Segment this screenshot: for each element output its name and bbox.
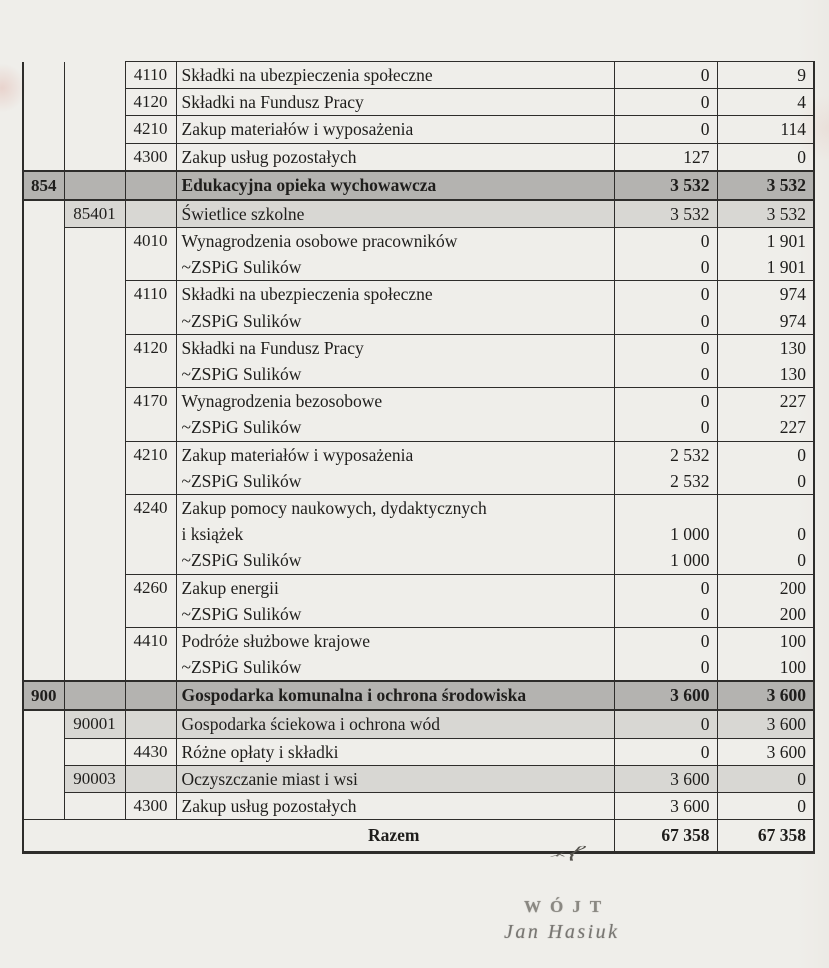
signature-name-stamp: Jan Hasiuk [504,921,620,943]
table-row [23,574,814,627]
cell-dzial-code [23,793,64,820]
cell-paragraf-code [125,765,176,792]
table-row [23,200,814,228]
cell-rozdzial-code [64,574,125,627]
cell-paragraf-code: 4110 [125,281,176,334]
cell-amount-col2: 114 [717,116,814,143]
table-row [23,116,814,143]
cell-rozdzial-code [64,388,125,441]
cell-amount-col1: 0 [614,62,717,89]
cell-amount-col1: 0 [614,710,717,738]
cell-dzial-code [23,116,64,143]
cell-paragraf-code: 4240 [125,495,176,575]
cell-amount-col2: 0 [717,143,814,171]
cell-dzial-code [23,710,64,738]
cell-rozdzial-code: 90001 [64,710,125,738]
cell-dzial-code [23,228,64,281]
cell-amount-col2: 3 532 [717,171,814,200]
table-body [23,62,814,853]
cell-dzial-code [23,738,64,765]
table-row [23,143,814,171]
cell-rozdzial-code [64,628,125,682]
cell-amount-col2: 100 100 [717,628,814,682]
cell-description: Składki na Fundusz Pracy [176,89,614,116]
cell-dzial-code [23,388,64,441]
table-row [23,495,814,575]
cell-rozdzial-code [64,281,125,334]
cell-description: Wynagrodzenia bezosobowe ~ZSPiG Sulików [176,388,614,441]
cell-description: Zakup materiałów i wyposażenia ~ZSPiG Sulików [176,441,614,494]
cell-rozdzial-code [64,89,125,116]
cell-rozdzial-code [64,62,125,89]
cell-description: Zakup pomocy naukowych, dydaktycznych i książek ~ZSPiG Sulików [176,495,614,575]
cell-amount-col1: 0 0 [614,388,717,441]
cell-paragraf-code: 4120 [125,89,176,116]
cell-description: Edukacyjna opieka wychowawcza [176,171,614,200]
cell-amount-col2: 3 600 [717,738,814,765]
cell-amount-col2: 3 532 [717,200,814,228]
cell-description: Zakup usług pozostałych [176,793,614,820]
budget-table [22,61,815,854]
table-row [23,738,814,765]
cell-description: Składki na ubezpieczenia społeczne [176,62,614,89]
cell-rozdzial-code [64,143,125,171]
cell-paragraf-code: 4260 [125,574,176,627]
cell-dzial-code: 854 [23,171,64,200]
table-row [23,441,814,494]
cell-rozdzial-code [64,441,125,494]
cell-paragraf-code [125,200,176,228]
cell-rozdzial-code [64,228,125,281]
cell-amount-col2: 130 130 [717,334,814,387]
cell-amount-col1: 2 532 2 532 [614,441,717,494]
budget-table-wrap [22,61,813,854]
cell-amount-col1: 1 000 1 000 [614,495,717,575]
cell-amount-col2: 0 [717,765,814,792]
cell-dzial-code [23,495,64,575]
cell-dzial-code [23,200,64,228]
cell-amount-col1: 0 0 [614,628,717,682]
cell-dzial-code [23,62,64,89]
cell-amount-col1: 0 0 [614,228,717,281]
cell-description: Podróże służbowe krajowe ~ZSPiG Sulików [176,628,614,682]
cell-paragraf-code: 4210 [125,441,176,494]
cell-amount-col1: 3 600 [614,681,717,710]
cell-amount-col1: 0 [614,738,717,765]
cell-description: Składki na Fundusz Pracy ~ZSPiG Sulików [176,334,614,387]
cell-description: Gospodarka ściekowa i ochrona wód [176,710,614,738]
cell-paragraf-code: 4210 [125,116,176,143]
cell-amount-col2: 3 600 [717,710,814,738]
table-row [23,62,814,89]
cell-amount-col2: 0 [717,793,814,820]
cell-rozdzial-code [64,793,125,820]
pen-signature-stroke [540,845,600,968]
cell-amount-col1: 3 532 [614,200,717,228]
cell-description: Różne opłaty i składki [176,738,614,765]
cell-amount-col2: 227 227 [717,388,814,441]
table-row [23,765,814,792]
cell-dzial-code [23,574,64,627]
cell-amount-col1: 0 0 [614,334,717,387]
cell-amount-col1: 0 0 [614,281,717,334]
cell-description: Świetlice szkolne [176,200,614,228]
cell-amount-col2: 200 200 [717,574,814,627]
cell-amount-col1: 3 532 [614,171,717,200]
cell-dzial-code [23,143,64,171]
table-row [23,681,814,710]
cell-amount-col1: 3 600 [614,765,717,792]
cell-amount-col2: 1 901 1 901 [717,228,814,281]
cell-description: Zakup energii ~ZSPiG Sulików [176,574,614,627]
cell-amount-col2: 0 0 [717,441,814,494]
cell-rozdzial-code: 85401 [64,200,125,228]
cell-dzial-code [23,334,64,387]
cell-paragraf-code: 4120 [125,334,176,387]
cell-rozdzial-code [64,116,125,143]
cell-paragraf-code [125,681,176,710]
total-amount-col1: 67 358 [614,820,717,853]
cell-paragraf-code [125,710,176,738]
cell-rozdzial-code [64,738,125,765]
cell-amount-col2: 0 0 [717,495,814,575]
cell-amount-col2: 4 [717,89,814,116]
signature-title-stamp: WÓJT [524,897,611,916]
cell-rozdzial-code: 90003 [64,765,125,792]
cell-paragraf-code: 4300 [125,793,176,820]
cell-paragraf-code: 4430 [125,738,176,765]
cell-dzial-code [23,89,64,116]
cell-dzial-code [23,281,64,334]
cell-paragraf-code: 4110 [125,62,176,89]
cell-amount-col1: 0 [614,89,717,116]
cell-amount-col1: 3 600 [614,793,717,820]
cell-description: Oczyszczanie miast i wsi [176,765,614,792]
cell-paragraf-code: 4170 [125,388,176,441]
table-row [23,334,814,387]
cell-rozdzial-code [64,171,125,200]
total-row [23,820,814,853]
cell-amount-col2: 3 600 [717,681,814,710]
cell-dzial-code [23,441,64,494]
table-row [23,171,814,200]
table-row [23,89,814,116]
total-amount-col2: 67 358 [717,820,814,853]
cell-description: Zakup materiałów i wyposażenia [176,116,614,143]
cell-rozdzial-code [64,495,125,575]
table-row [23,388,814,441]
cell-description: Wynagrodzenia osobowe pracowników ~ZSPiG Sulików [176,228,614,281]
cell-amount-col1: 127 [614,143,717,171]
table-row [23,628,814,682]
cell-dzial-code: 900 [23,681,64,710]
cell-rozdzial-code [64,334,125,387]
cell-dzial-code [23,628,64,682]
cell-amount-col2: 974 974 [717,281,814,334]
cell-amount-col1: 0 0 [614,574,717,627]
cell-paragraf-code: 4300 [125,143,176,171]
cell-amount-col2: 9 [717,62,814,89]
cell-rozdzial-code [64,681,125,710]
table-row [23,228,814,281]
cell-paragraf-code: 4010 [125,228,176,281]
table-row [23,793,814,820]
cell-paragraf-code: 4410 [125,628,176,682]
cell-description: Gospodarka komunalna i ochrona środowiska [176,681,614,710]
cell-dzial-code [23,765,64,792]
table-row [23,281,814,334]
cell-description: Składki na ubezpieczenia społeczne ~ZSPiG Sulików [176,281,614,334]
cell-description: Zakup usług pozostałych [176,143,614,171]
cell-amount-col1: 0 [614,116,717,143]
table-row [23,710,814,738]
total-label: Razem [23,820,614,853]
cell-paragraf-code [125,171,176,200]
